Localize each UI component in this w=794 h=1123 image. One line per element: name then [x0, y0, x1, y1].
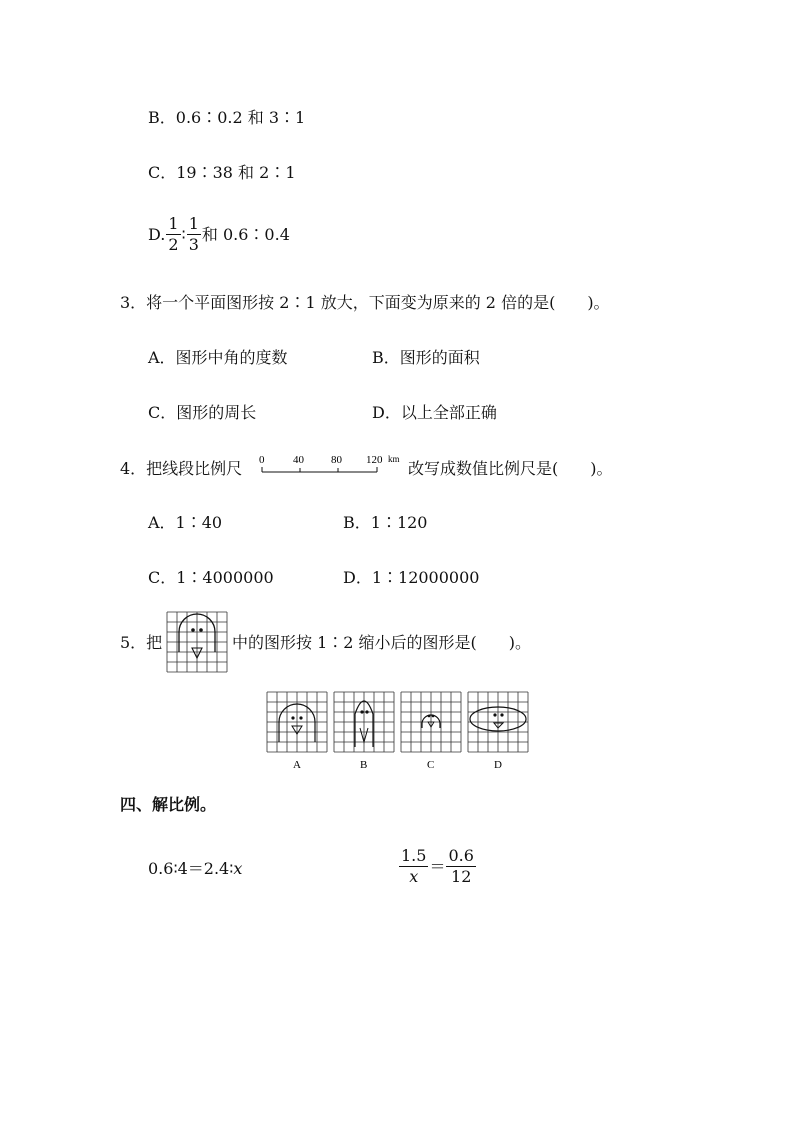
- q2-option-d-prefix: D.: [148, 224, 166, 244]
- q5-option-label-b: B: [360, 759, 368, 771]
- fraction-one-half: $\frac{1}{2}$: [168, 214, 179, 255]
- scale-label-40: 40: [293, 454, 304, 466]
- q2-option-b: B．0.6∶0.2 和 3∶1: [148, 108, 306, 127]
- equation-2: [398, 847, 477, 887]
- fraction-1-5-over-x: $\frac{1.5}{x}$: [401, 846, 427, 887]
- q5-stem-end: )。: [508, 633, 532, 652]
- q5-figure-c: [401, 692, 461, 752]
- q4-option-b: B．1∶120: [343, 513, 428, 532]
- section-title: 四、解比例。: [120, 795, 217, 814]
- q4-option-d: D．1∶12000000: [343, 568, 480, 587]
- q5-original-figure: [166, 611, 228, 673]
- q3-option-b: B．图形的面积: [372, 348, 480, 367]
- q4-stem-text-2: 改写成数值比例尺是(: [408, 459, 559, 478]
- q5-option-label-d: D: [494, 759, 502, 771]
- scale-label-80: 80: [331, 454, 342, 466]
- q2-option-d: [148, 215, 290, 255]
- q4-stem-end: )。: [590, 459, 613, 478]
- q5-option-label-a: A: [293, 759, 301, 771]
- fraction-0-6-over-12: $\frac{0.6}{12}$: [448, 846, 474, 887]
- q5-option-label-c: C: [427, 759, 435, 771]
- q3-stem-end: )。: [587, 293, 610, 312]
- equation-1-text: 0.6∶4＝2.4∶: [148, 859, 234, 878]
- scale-unit: km: [388, 454, 400, 464]
- q4-stem-text: 4．把线段比例尺: [120, 459, 243, 478]
- q4-stem: [120, 461, 242, 477]
- q3-option-a: A．图形中角的度数: [148, 348, 288, 367]
- scale-label-0: 0: [259, 454, 265, 466]
- line-segment-scale: [257, 452, 407, 478]
- ratio-sign: ∶: [181, 224, 186, 244]
- equation-1: [148, 861, 242, 877]
- q5-figure-a: [267, 692, 327, 752]
- q2-option-c: C．19∶38 和 2∶1: [148, 163, 296, 182]
- q3-stem: [120, 295, 610, 311]
- q5-figure-d: [468, 692, 528, 752]
- fraction-one-third: $\frac{1}{3}$: [188, 214, 199, 255]
- q4-stem-rest: [408, 461, 613, 477]
- q5-stem-start: 5．把: [120, 633, 163, 652]
- q2-option-d-suffix: 和 0.6∶0.4: [201, 224, 290, 244]
- q5-stem-rest: [232, 635, 531, 651]
- q4-option-c: C．1∶4000000: [148, 568, 274, 587]
- q4-option-a: A．1∶40: [148, 513, 223, 532]
- scale-label-120: 120: [366, 454, 383, 466]
- q3-stem-text: 3．将一个平面图形按 2∶1 放大，下面变为原来的 2 倍的是(: [120, 293, 556, 312]
- q3-option-d: D．以上全部正确: [372, 403, 497, 422]
- q3-option-c: C．图形的周长: [148, 403, 257, 422]
- q5-option-figures: [265, 690, 535, 772]
- q5-stem-text: 中的图形按 1∶2 缩小后的图形是(: [232, 633, 477, 652]
- equals-sign: ＝: [429, 856, 446, 876]
- equation-1-variable: x: [233, 859, 243, 878]
- q5-figure-b: [334, 692, 394, 752]
